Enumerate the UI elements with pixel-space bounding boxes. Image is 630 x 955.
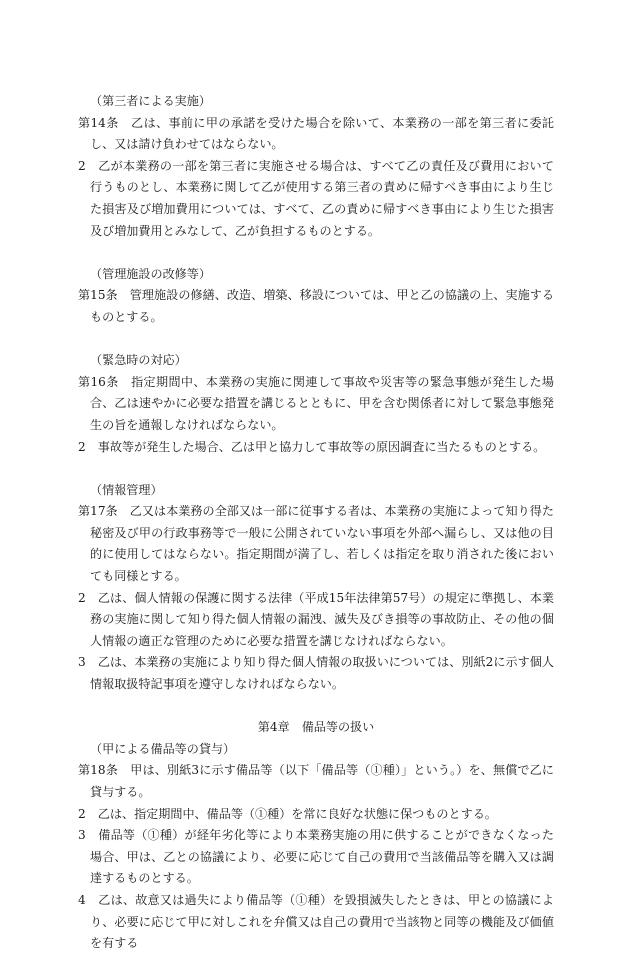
section-facility-repair [78,264,554,329]
section-caption: （甲による備品等の貸与） [90,741,236,756]
section-caption: （情報管理） [90,482,163,497]
section-third-party [78,91,554,242]
section-caption: （緊急時の対応） [90,353,187,368]
section-gap [78,329,554,351]
section-equipment-loan [78,739,554,955]
article-16-paragraph-2: 2 事故等が発生した場合、乙は甲と協力して事故等の原因調査に当たるものとする。 [78,439,546,454]
section-information-management [78,480,554,696]
article-17-paragraph-2: 2 乙は、個人情報の保護に関する法律（平成15年法律第57号）の規定に準拠し、本業務の実施に関して知り得た個人情報の漏洩、滅失及びき損等の事故防止、その他の個人情報の適正な管理のために必要な措置を講じなければならない。 [78,590,554,648]
chapter-heading: 第4章 備品等の扱い [257,720,375,735]
article-16: 第16条 指定期間中、本業務の実施に関連して事故や災害等の緊急事態が発生した場合、乙は速やかに必要な措置を講じるとともに、甲を含む関係者に対して緊急事態発生の旨を通報しなければならない。 [78,374,554,432]
article-18-paragraph-2: 2 乙は、指定期間中、備品等（①種）を常に良好な状態に保つものとする。 [78,806,497,821]
article-14: 第14条 乙は、事前に甲の承諾を受けた場合を除いて、本業務の一部を第三者に委託し、又は請け負わせてはならない。 [78,115,554,152]
article-15: 第15条 管理施設の修繕、改造、増築、移設については、甲と乙の協議の上、実施するものとする。 [78,288,554,324]
section-emergency [78,350,554,458]
section-gap [78,458,554,480]
section-gap [78,696,554,718]
section-caption: （第三者による実施） [90,94,211,108]
article-17: 第17条 乙又は本業務の全部又は一部に従事する者は、本業務の実施によって知り得た秘密及び甲の行政事務等で一般に公開されていない事項を外部へ漏らし、又は他の目的に使用してはならない。指定期間が満了し、若しくは指定を取り消された後においても同様とする。 [78,504,554,584]
section-caption: （管理施設の改修等） [90,266,211,281]
article-14-paragraph-2: 2 乙が本業務の一部を第三者に実施させる場合は、すべて乙の責任及び費用において行うものとし、本業務に関して乙が使用する第三者の責めに帰すべき事由により生じた損害及び増加費用については、すべて、乙の責めに帰すべき事由により生じた損害及び増加費用とみなして、乙が負担するものとする。 [78,158,554,238]
section-gap [78,242,554,264]
article-18: 第18条 甲は、別紙3に示す備品等（以下「備品等（①種）」という。）を、無償で乙に貸与する。 [78,763,554,799]
article-17-paragraph-3: 3 乙は、本業務の実施により知り得た個人情報の取扱いについては、別紙2に示す個人情報取扱特記事項を遵守しなければならない。 [78,655,554,692]
document-body [78,91,554,955]
article-18-paragraph-4: 4 乙は、故意又は過失により備品等（①種）を毀損滅失したときは、甲との協議により、必要に応じて甲に対しこれを弁償又は自己の費用で当該物と同等の機能及び価値を有する [78,892,554,951]
article-18-paragraph-3: 3 備品等（①種）が経年劣化等により本業務実施の用に供することができなくなった場合、甲は、乙との協議により、必要に応じて自己の費用で当該備品等を購入又は調達するものとする。 [78,828,554,886]
